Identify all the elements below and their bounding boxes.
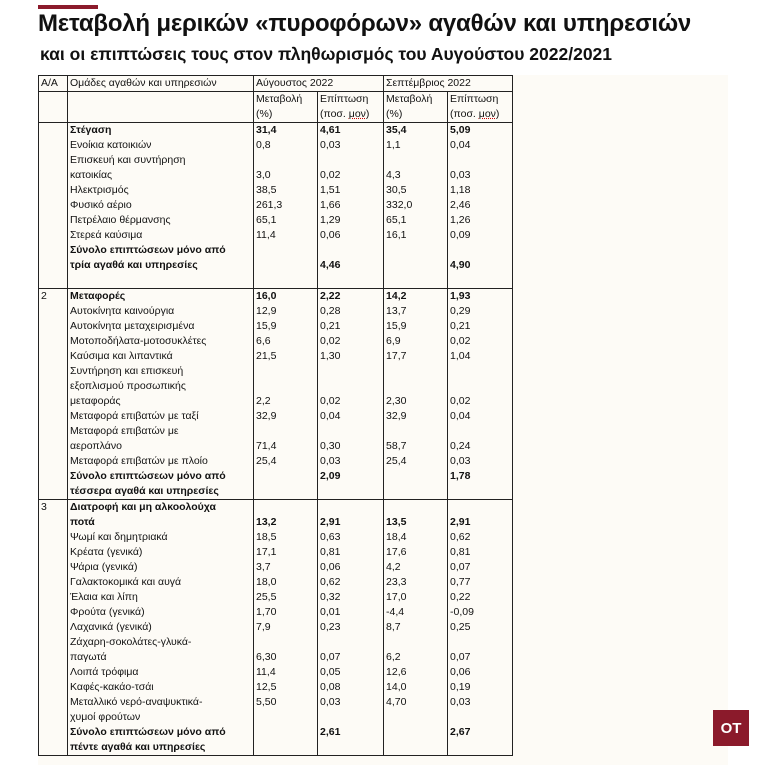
table-cell: 2,09 <box>318 469 384 484</box>
table-cell <box>39 123 68 139</box>
table-cell: -0,09 <box>448 605 513 620</box>
table-cell: 1,93 <box>448 289 513 305</box>
table-cell: Έλαια και λίπη <box>68 590 254 605</box>
table-cell: Λαχανικά (γενικά) <box>68 620 254 635</box>
table-cell: 0,19 <box>448 680 513 695</box>
table-cell: 8,7 <box>384 620 448 635</box>
table-row <box>39 394 513 409</box>
table-cell: 17,7 <box>384 349 448 364</box>
table-cell: 0,03 <box>448 695 513 710</box>
table-cell: 0,63 <box>318 530 384 545</box>
table-cell: 0,28 <box>318 304 384 319</box>
table-cell: -4,4 <box>384 605 448 620</box>
table-cell: Λοιπά τρόφιμα <box>68 665 254 680</box>
table-row <box>39 409 513 424</box>
table-cell: 0,03 <box>318 454 384 469</box>
table-cell: 0,02 <box>448 394 513 409</box>
table-cell: 2,67 <box>448 725 513 740</box>
table-cell: 1,30 <box>318 349 384 364</box>
table-cell: 11,4 <box>254 665 318 680</box>
table-cell: Στέγαση <box>68 123 254 139</box>
table-cell: 0,62 <box>448 530 513 545</box>
table-cell: 17,1 <box>254 545 318 560</box>
table-cell: Ψωμί και δημητριακά <box>68 530 254 545</box>
table-cell: 4,90 <box>448 258 513 273</box>
table-cell: 32,9 <box>254 409 318 424</box>
table-cell: 0,04 <box>448 409 513 424</box>
table-cell: 0,03 <box>318 138 384 153</box>
table-cell: 12,9 <box>254 304 318 319</box>
table-cell: 18,5 <box>254 530 318 545</box>
table-cell: 0,06 <box>318 228 384 243</box>
table-cell: 5,09 <box>448 123 513 139</box>
table-cell: 0,04 <box>448 138 513 153</box>
table-row <box>39 650 513 665</box>
table-row <box>39 334 513 349</box>
table-row <box>39 605 513 620</box>
table-cell: τέσσερα αγαθά και υπηρεσίες <box>68 484 254 500</box>
table-cell: 0,03 <box>448 454 513 469</box>
table-cell: 4,61 <box>318 123 384 139</box>
table-cell: 32,9 <box>384 409 448 424</box>
table-cell: 0,05 <box>318 665 384 680</box>
table-cell: 4,3 <box>384 168 448 183</box>
table-total-row <box>39 740 513 756</box>
table-cell: μεταφοράς <box>68 394 254 409</box>
table-cell: 0,21 <box>448 319 513 334</box>
table-cell: Ζάχαρη-σοκολάτες-γλυκά- <box>68 635 254 650</box>
table-cell: Μεταφορά επιβατών με πλοίο <box>68 454 254 469</box>
table-cell: 0,8 <box>254 138 318 153</box>
table-cell: 38,5 <box>254 183 318 198</box>
subheader-change: Μεταβολή <box>254 92 318 108</box>
table-cell: 3,0 <box>254 168 318 183</box>
table-cell: 0,03 <box>318 695 384 710</box>
table-cell: Καύσιμα και λιπαντικά <box>68 349 254 364</box>
table-cell: 0,04 <box>318 409 384 424</box>
table-cell: 13,2 <box>254 515 318 530</box>
table-cell: 21,5 <box>254 349 318 364</box>
subheader-units: (ποσ. μον) <box>318 107 384 123</box>
table-cell: 65,1 <box>384 213 448 228</box>
table-cell: 12,5 <box>254 680 318 695</box>
table-cell: 0,08 <box>318 680 384 695</box>
table-cell: 4,70 <box>384 695 448 710</box>
table-cell: 17,6 <box>384 545 448 560</box>
table-cell: 2,30 <box>384 394 448 409</box>
table-row <box>39 228 513 243</box>
table-row <box>39 665 513 680</box>
table-cell: 0,81 <box>448 545 513 560</box>
table-row <box>39 168 513 183</box>
table-cell: 1,70 <box>254 605 318 620</box>
table-cell: 6,2 <box>384 650 448 665</box>
table-cell: 0,32 <box>318 590 384 605</box>
table-cell: 0,22 <box>448 590 513 605</box>
table-cell: 25,5 <box>254 590 318 605</box>
table-cell: 1,51 <box>318 183 384 198</box>
table-cell: 30,5 <box>384 183 448 198</box>
table-cell: 6,9 <box>384 334 448 349</box>
table-cell: 1,29 <box>318 213 384 228</box>
table-cell: 14,0 <box>384 680 448 695</box>
table-cell: 6,30 <box>254 650 318 665</box>
table-row <box>39 620 513 635</box>
table-row <box>39 545 513 560</box>
table-cell: Ψάρια (γενικά) <box>68 560 254 575</box>
title-accent-bar <box>38 5 98 9</box>
table-cell: 31,4 <box>254 123 318 139</box>
table-cell: 14,2 <box>384 289 448 305</box>
table-cell: 4,2 <box>384 560 448 575</box>
table-row <box>39 289 513 305</box>
table-cell: 0,23 <box>318 620 384 635</box>
table-row <box>39 379 513 394</box>
table-cell: χυμοί φρούτων <box>68 710 254 725</box>
table-cell: ποτά <box>68 515 254 530</box>
table-cell: Αυτοκίνητα καινούργια <box>68 304 254 319</box>
table-cell: αεροπλάνο <box>68 439 254 454</box>
table-cell: 0,01 <box>318 605 384 620</box>
table-cell: 17,0 <box>384 590 448 605</box>
table-cell: 1,78 <box>448 469 513 484</box>
table-cell: 7,9 <box>254 620 318 635</box>
table-cell: 23,3 <box>384 575 448 590</box>
table-cell: 2,2 <box>254 394 318 409</box>
subheader-change: Μεταβολή <box>384 92 448 108</box>
subheader-percent: (%) <box>384 107 448 123</box>
table-cell: 3,7 <box>254 560 318 575</box>
page-subtitle: και οι επιπτώσεις τους στον πληθωρισμός του Αυγούστου 2022/2021 <box>40 44 613 64</box>
table-cell: 13,7 <box>384 304 448 319</box>
table-cell: Μεταφορές <box>68 289 254 305</box>
table-spacer-row <box>39 273 513 289</box>
table-row <box>39 635 513 650</box>
table-cell: 5,50 <box>254 695 318 710</box>
table-cell: τρία αγαθά και υπηρεσίες <box>68 258 254 273</box>
table-cell: 16,0 <box>254 289 318 305</box>
table-cell: 12,6 <box>384 665 448 680</box>
table-cell: 2 <box>39 289 68 305</box>
table-row <box>39 454 513 469</box>
header-aa: Α/Α <box>39 76 68 92</box>
table-cell: 13,5 <box>384 515 448 530</box>
table-subheader-units-row <box>39 107 513 123</box>
table-cell: 0,07 <box>318 650 384 665</box>
table-cell: Κρέατα (γενικά) <box>68 545 254 560</box>
table-cell: Μεταφορά επιβατών με ταξί <box>68 409 254 424</box>
table-total-row <box>39 469 513 484</box>
table-row <box>39 530 513 545</box>
table-cell: κατοικίας <box>68 168 254 183</box>
table-total-row <box>39 243 513 258</box>
table-cell: 0,30 <box>318 439 384 454</box>
table-cell: 0,02 <box>318 394 384 409</box>
table-cell: 4,46 <box>318 258 384 273</box>
table-cell: 0,07 <box>448 650 513 665</box>
table-cell: 18,4 <box>384 530 448 545</box>
table-row <box>39 500 513 516</box>
table-cell: 2,91 <box>318 515 384 530</box>
table-cell: Καφές-κακάο-τσάι <box>68 680 254 695</box>
table-cell: 11,4 <box>254 228 318 243</box>
header-september: Σεπτέμβριος 2022 <box>384 76 513 92</box>
table-cell: 1,04 <box>448 349 513 364</box>
table-cell: 1,26 <box>448 213 513 228</box>
table-row <box>39 123 513 139</box>
table-cell: Συντήρηση και επισκευή <box>68 364 254 379</box>
table-cell: 2,61 <box>318 725 384 740</box>
table-cell: Πετρέλαιο θέρμανσης <box>68 213 254 228</box>
table-cell: Γαλακτοκομικά και αυγά <box>68 575 254 590</box>
table-cell: 71,4 <box>254 439 318 454</box>
table-cell: 0,03 <box>448 168 513 183</box>
table-row <box>39 153 513 168</box>
table-cell: Φρούτα (γενικά) <box>68 605 254 620</box>
table-cell: 58,7 <box>384 439 448 454</box>
table-cell: 0,24 <box>448 439 513 454</box>
table-cell: 0,29 <box>448 304 513 319</box>
table-cell: Φυσικό αέριο <box>68 198 254 213</box>
table-cell: 2,91 <box>448 515 513 530</box>
table-cell: 261,3 <box>254 198 318 213</box>
table-sheet <box>38 75 728 765</box>
table-cell: 0,07 <box>448 560 513 575</box>
table-cell: 0,81 <box>318 545 384 560</box>
table-cell: 0,02 <box>318 168 384 183</box>
table-subheader-row <box>39 92 513 108</box>
subheader-percent: (%) <box>254 107 318 123</box>
table-cell: 18,0 <box>254 575 318 590</box>
table-cell: Ηλεκτρισμός <box>68 183 254 198</box>
table-cell: 15,9 <box>254 319 318 334</box>
table-cell: 25,4 <box>384 454 448 469</box>
table-cell: Μεταλλικό νερό-αναψυκτικά- <box>68 695 254 710</box>
table-cell: 1,18 <box>448 183 513 198</box>
table-cell: 0,06 <box>448 665 513 680</box>
inflation-impact-table <box>38 75 513 756</box>
table-total-row <box>39 725 513 740</box>
table-cell: 0,25 <box>448 620 513 635</box>
table-cell: 0,09 <box>448 228 513 243</box>
table-cell: 0,06 <box>318 560 384 575</box>
subheader-units: (ποσ. μον) <box>448 107 513 123</box>
table-row <box>39 560 513 575</box>
table-row <box>39 183 513 198</box>
table-row <box>39 364 513 379</box>
table-cell: 1,66 <box>318 198 384 213</box>
table-cell: 0,02 <box>448 334 513 349</box>
table-row <box>39 304 513 319</box>
header-groups: Ομάδες αγαθών και υπηρεσιών <box>68 76 254 92</box>
table-header-row <box>39 76 513 92</box>
table-cell: 2,22 <box>318 289 384 305</box>
table-cell: 15,9 <box>384 319 448 334</box>
table-row <box>39 710 513 725</box>
table-cell: 2,46 <box>448 198 513 213</box>
table-total-row <box>39 484 513 500</box>
table-cell: Σύνολο επιπτώσεων μόνο από <box>68 243 254 258</box>
table-row <box>39 198 513 213</box>
table-cell: 0,77 <box>448 575 513 590</box>
table-cell: Μοτοποδήλατα-μοτοσυκλέτες <box>68 334 254 349</box>
table-cell: 35,4 <box>384 123 448 139</box>
table-row <box>39 424 513 439</box>
table-cell: 1,1 <box>384 138 448 153</box>
table-cell: Ενοίκια κατοικιών <box>68 138 254 153</box>
table-row <box>39 590 513 605</box>
table-cell: εξοπλισμού προσωπικής <box>68 379 254 394</box>
table-row <box>39 439 513 454</box>
table-cell: Στερεά καύσιμα <box>68 228 254 243</box>
subheader-impact: Επίπτωση <box>318 92 384 108</box>
table-row <box>39 575 513 590</box>
ot-logo: OT <box>713 710 749 746</box>
table-cell: Διατροφή και μη αλκοολούχα <box>68 500 254 516</box>
table-cell: Μεταφορά επιβατών με <box>68 424 254 439</box>
table-cell: Επισκευή και συντήρηση <box>68 153 254 168</box>
table-total-row <box>39 258 513 273</box>
table-cell: 25,4 <box>254 454 318 469</box>
table-row <box>39 213 513 228</box>
subheader-impact: Επίπτωση <box>448 92 513 108</box>
table-row <box>39 680 513 695</box>
table-cell: 6,6 <box>254 334 318 349</box>
table-cell: 16,1 <box>384 228 448 243</box>
page-title: Μεταβολή μερικών «πυροφόρων» αγαθών και υπηρεσιών <box>38 10 692 37</box>
table-cell: Σύνολο επιπτώσεων μόνο από <box>68 469 254 484</box>
header-august: Αύγουστος 2022 <box>254 76 384 92</box>
table-row <box>39 349 513 364</box>
table-row <box>39 319 513 334</box>
table-cell: 0,62 <box>318 575 384 590</box>
table-cell: Αυτοκίνητα μεταχειρισμένα <box>68 319 254 334</box>
table-row <box>39 695 513 710</box>
table-cell: 0,02 <box>318 334 384 349</box>
table-cell: Σύνολο επιπτώσεων μόνο από <box>68 725 254 740</box>
table-cell: 65,1 <box>254 213 318 228</box>
table-row <box>39 138 513 153</box>
table-cell: πέντε αγαθά και υπηρεσίες <box>68 740 254 756</box>
table-cell: παγωτά <box>68 650 254 665</box>
table-row <box>39 515 513 530</box>
table-cell: 332,0 <box>384 198 448 213</box>
table-cell: 3 <box>39 500 68 516</box>
table-cell: 0,21 <box>318 319 384 334</box>
